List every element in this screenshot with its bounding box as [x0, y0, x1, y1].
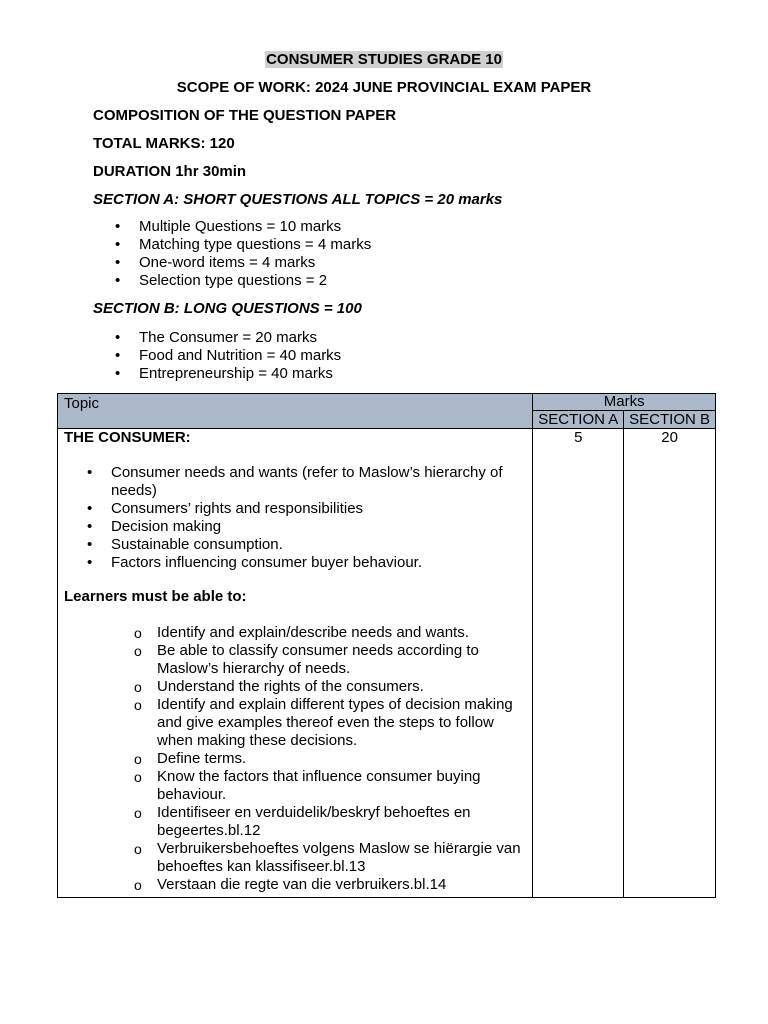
- outcomes-list: [64, 624, 526, 894]
- list-item: • Selection type questions = 2: [93, 272, 371, 290]
- list-item: • The Consumer = 20 marks: [93, 329, 341, 347]
- section-a-marks: 5: [533, 429, 624, 898]
- topic-cell: [58, 429, 533, 898]
- document-subtitle: SCOPE OF WORK: 2024 JUNE PROVINCIAL EXAM PAPER: [176, 79, 592, 96]
- learners-heading: Learners must be able to:: [64, 588, 247, 605]
- list-item: o Verstaan die regte van die verbruikers.bl.14: [64, 876, 526, 894]
- section-b-list: [93, 329, 341, 383]
- list-item: o Identify and explain/describe needs and wants.: [64, 624, 526, 642]
- list-item: o Be able to classify consumer needs according to Maslow’s hierarchy of needs.: [64, 642, 526, 678]
- list-item: • Consumers’ rights and responsibilities: [64, 500, 526, 518]
- table-row: [58, 429, 716, 898]
- list-item: • One-word items = 4 marks: [93, 254, 371, 272]
- section-b-heading: SECTION B: LONG QUESTIONS = 100: [93, 300, 362, 317]
- list-item: • Decision making: [64, 518, 526, 536]
- section-a-list: [93, 218, 371, 290]
- list-item: o Identifiseer en verduidelik/beskryf behoeftes en begeertes.bl.12: [64, 804, 526, 840]
- duration: DURATION 1hr 30min: [93, 163, 247, 180]
- list-item: o Understand the rights of the consumers.: [64, 678, 526, 696]
- document-title-text: CONSUMER STUDIES GRADE 10: [266, 51, 502, 68]
- total-marks: TOTAL MARKS: 120: [93, 135, 235, 152]
- table-header-row: [58, 394, 716, 411]
- list-item: o Know the factors that influence consumer buying behaviour.: [64, 768, 526, 804]
- list-item: • Matching type questions = 4 marks: [93, 236, 371, 254]
- list-item: o Define terms.: [64, 750, 526, 768]
- topic-list: [64, 464, 526, 572]
- scope-table: [57, 393, 716, 898]
- list-item: • Multiple Questions = 10 marks: [93, 218, 371, 236]
- section-a-header: SECTION A: [533, 411, 624, 429]
- section-b-marks: 20: [624, 429, 716, 898]
- list-item: • Sustainable consumption.: [64, 536, 526, 554]
- list-item: • Food and Nutrition = 40 marks: [93, 347, 341, 365]
- composition-heading: COMPOSITION OF THE QUESTION PAPER: [93, 107, 397, 124]
- topic-title: THE CONSUMER:: [64, 429, 191, 446]
- list-item: • Consumer needs and wants (refer to Maslow’s hierarchy of needs): [64, 464, 526, 500]
- section-a-heading: SECTION A: SHORT QUESTIONS ALL TOPICS = 20 marks: [93, 191, 503, 208]
- list-item: • Factors influencing consumer buyer behaviour.: [64, 554, 526, 572]
- list-item: o Verbruikersbehoeftes volgens Maslow se hiërargie van behoeftes kan klassifiseer.bl.13: [64, 840, 526, 876]
- document-title: [0, 51, 768, 68]
- section-b-header: SECTION B: [624, 411, 716, 429]
- topic-header: Topic: [58, 394, 533, 429]
- list-item: • Entrepreneurship = 40 marks: [93, 365, 341, 383]
- list-item: o Identify and explain different types of decision making and give examples thereof even the steps to follow when making these decisions.: [64, 696, 526, 750]
- marks-header: Marks: [533, 394, 716, 411]
